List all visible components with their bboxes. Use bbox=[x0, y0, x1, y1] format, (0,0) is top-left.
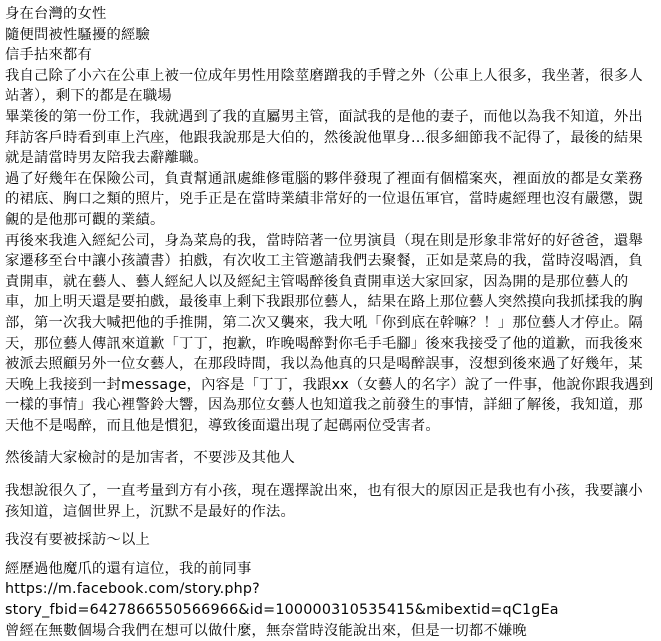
post-call-to-action: 然後請大家檢討的是加害者，不要涉及其他人 bbox=[5, 450, 295, 467]
post-main-story: 我自己除了小六在公車上被一位成年男性用陰莖磨蹭我的手臂之外（公車上人很多，我坐著，很多人站著），剩下的都是在職場 畢業後的第一份工作，我就遇到了我的直屬男主管，面試我的是他的妻子，而他以為我不知道，外出拜訪客戶時看到車上汽座，他跟我說那是大伯的，然後說他單身…很多細節我不記得了，最後的結果就是請當時男友陪我去辭離職。 過了好幾年在保險公司，負責幫通訊處維修電腦的夥伴發現了裡面有個檔案夾，裡面放的都是女業務的裙底、胸口之類的照片，兇手正是在當時業績非常好的一位退伍軍官，當時處經理也沒有嚴懲，覬覦的是他那可觀的業績。 再後來我進入經紀公司，身為菜鳥的我，當時陪著一位男演員（現在則是形象非常好的好爸爸，還舉家遷移至台中讓小孩讀書）拍戲，有次收工主管邀請我們去聚餐，正如是菜鳥的我，當時沒喝酒，負責開車，就在藝人、藝人經紀人以及經紀主管喝醉後負責開車送大家回家，因為開的是那位藝人的車，加上明天還是要拍戲，最後車上剩下我跟那位藝人，結果在路上那位藝人突然摸向我抓揉我的胸部，第一次我大喊把他的手推開，第二次又襲來，我大吼「你到底在幹嘛？！」那位藝人才停止。隔天，那位藝人傳訊來道歉「丁丁，抱歉，昨晚喝醉對你毛手毛腳」後來我接受了他的道歉，而我後來被派去照顧另外一位女藝人，在那段時間，我以為他真的只是喝醉誤事，沒想到後來過了好幾年，某天晚上我接到一封message，內容是「丁丁，我跟xx（女藝人的名字）說了一件事，他說你跟我遇到一樣的事情」我心裡警鈴大響，因為那位女藝人也知道我之前發生的事情，詳細了解後，我知道，那天他不是喝醉，而且他是慣犯，導致後面還出現了起碼兩位受害者。 bbox=[5, 67, 654, 434]
post-coworker-line: 經歷過他魔爪的還有這位，我的前同事 bbox=[5, 560, 252, 577]
post-reason: 我想說很久了，一直考量到方有小孩，現在選擇說出來，也有很大的原因正是我也有小孩，我要讓小孩知道，這個世界上，沉默不是最好的作法。 bbox=[5, 483, 643, 520]
post-last-line: 曾經在無數個場合我們在想可以做什麼，無奈當時沒能說出來，但是一切都不嫌晚 bbox=[5, 622, 527, 639]
post-link-line-1[interactable]: https://m.facebook.com/story.php? bbox=[5, 581, 260, 598]
post-no-interview: 我沒有要被採訪～以上 bbox=[5, 532, 150, 549]
post-link-line-2[interactable]: story_fbid=6427866550566966&id=100000310535415&mibextid=qC1gEa bbox=[5, 602, 559, 619]
post-intro: 身在台灣的女性 隨便問被性騷擾的經驗 信手拈來都有 bbox=[5, 6, 150, 64]
